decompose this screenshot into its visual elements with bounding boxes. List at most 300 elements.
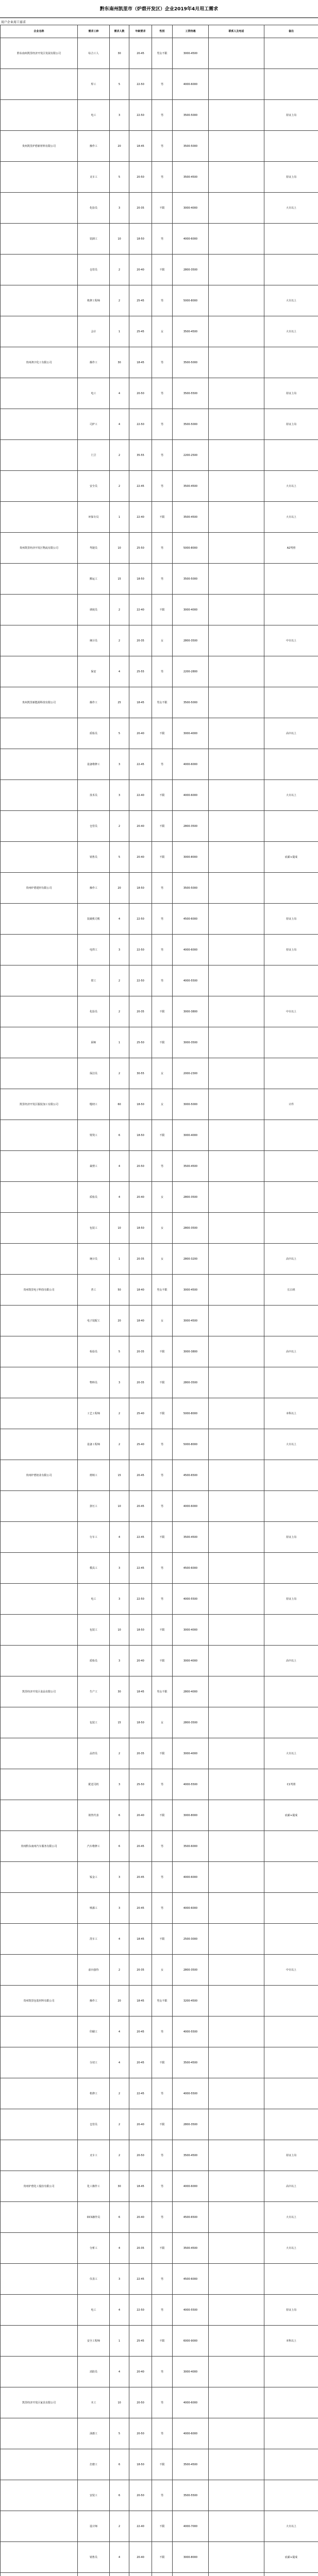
table-row	[1, 2047, 318, 2078]
table-cell: 高中以上	[264, 1244, 318, 1275]
table-cell	[264, 595, 318, 625]
table-cell: 男	[152, 1151, 173, 1182]
table-cell: 裁剪工	[78, 1151, 110, 1182]
table-cell: 3000-4500	[173, 1275, 209, 1306]
table-cell: 女	[152, 1089, 173, 1120]
table-row	[1, 1831, 318, 1862]
table-cell: 安全工程师	[78, 2326, 110, 2357]
table-cell	[264, 2078, 318, 2109]
table-cell: 25-55	[129, 656, 152, 687]
table-cell: 6000-9000	[173, 2326, 209, 2357]
company-cell	[1, 904, 78, 935]
table-row	[1, 2233, 318, 2264]
table-cell: 男	[152, 2357, 173, 2387]
table-cell: 持证上岗	[264, 2140, 318, 2171]
table-cell	[209, 1584, 264, 1615]
table-cell: 3	[110, 1367, 129, 1398]
table-cell	[209, 1182, 264, 1213]
table-cell: 焊工	[78, 69, 110, 100]
table-row	[1, 965, 318, 996]
table-cell	[209, 718, 264, 749]
company-cell	[1, 749, 78, 780]
table-cell: 3000-4500	[173, 1306, 209, 1336]
table-row	[1, 2542, 318, 2573]
table-cell	[209, 1089, 264, 1120]
table-cell: 不限	[152, 2109, 173, 2140]
table-cell: 4000-5500	[173, 965, 209, 996]
table-row	[1, 1615, 318, 1646]
table-row	[1, 564, 318, 595]
table-cell: 统计员	[78, 625, 110, 656]
table-cell: 男	[152, 2016, 173, 2047]
table-cell: 2800-3500	[173, 1367, 209, 1398]
table-cell: 不限	[152, 1027, 173, 1058]
table-cell	[209, 1893, 264, 1924]
table-cell: 20-45	[129, 1893, 152, 1924]
table-cell: 25-45	[129, 285, 152, 316]
table-cell: 4	[110, 904, 129, 935]
table-cell: 3500-4500	[173, 502, 209, 533]
table-cell: 20-40	[129, 1646, 152, 1676]
company-cell	[1, 1151, 78, 1182]
table-cell	[264, 1862, 318, 1893]
table-cell: 5000-8000	[173, 285, 209, 316]
table-cell	[209, 1707, 264, 1738]
table-row	[1, 2387, 318, 2418]
company-cell	[1, 1182, 78, 1213]
table-cell: 女	[152, 316, 173, 347]
table-cell: 男	[152, 2202, 173, 2233]
table-row	[1, 162, 318, 193]
table-cell: 钣金工	[78, 1862, 110, 1893]
table-cell: 不限	[152, 2542, 173, 2573]
table-cell: 分析工	[78, 2233, 110, 2264]
table-cell	[209, 1676, 264, 1707]
company-cell	[1, 1646, 78, 1676]
table-cell: 1	[110, 1027, 129, 1058]
table-cell: 男	[152, 1460, 173, 1491]
table-cell: 包装工	[78, 1213, 110, 1244]
table-row	[1, 1336, 318, 1367]
table-cell: 30	[110, 347, 129, 378]
table-cell: 不限	[152, 1522, 173, 1553]
table-cell	[209, 69, 264, 100]
table-cell: 持证上岗	[264, 378, 318, 409]
table-cell: 操作工	[78, 131, 110, 162]
table-cell: 20-35	[129, 1244, 152, 1275]
company-cell: 贵州鸿宇化工有限公司	[1, 347, 78, 378]
table-cell: 22-40	[129, 780, 152, 811]
company-cell	[1, 2016, 78, 2047]
table-row	[1, 1398, 318, 1429]
table-cell: 2	[110, 440, 129, 471]
table-cell: 2800-4000	[173, 1676, 209, 1707]
table-row	[1, 904, 318, 935]
table-cell: 男	[152, 2387, 173, 2418]
table-cell: 本科以上	[264, 1398, 318, 1429]
table-cell: 大专以上	[264, 316, 318, 347]
company-cell: 贵州凯里炉碧新材料有限公司	[1, 131, 78, 162]
table-cell: 4	[110, 2047, 129, 2078]
table-cell: 钳工	[78, 965, 110, 996]
table-cell: 男	[152, 2418, 173, 2449]
table-cell: 2200-2800	[173, 656, 209, 687]
table-cell	[209, 1924, 264, 1955]
table-cell: 3500-4500	[173, 2449, 209, 2480]
table-row	[1, 687, 318, 718]
company-cell	[1, 2140, 78, 2171]
table-cell: 高中以上	[264, 1646, 318, 1676]
table-cell: 2	[110, 1738, 129, 1769]
table-row	[1, 1522, 318, 1553]
table-cell	[264, 1707, 318, 1738]
table-cell: 不限	[152, 2326, 173, 2357]
table-cell: 技术员	[78, 780, 110, 811]
table-cell	[264, 1831, 318, 1862]
table-cell: 操作工	[78, 1986, 110, 2016]
table-cell: 4000-6000	[173, 69, 209, 100]
table-cell: 操作工	[78, 347, 110, 378]
company-cell	[1, 440, 78, 471]
table-header-row	[1, 25, 318, 38]
table-cell: 3000-3500	[173, 1027, 209, 1058]
table-cell	[264, 2418, 318, 2449]
table-row	[1, 1275, 318, 1306]
company-cell	[1, 1707, 78, 1738]
table-row	[1, 471, 318, 502]
table-row	[1, 1800, 318, 1831]
table-cell	[209, 625, 264, 656]
table-cell: 20-35	[129, 1738, 152, 1769]
table-cell: 3500-5500	[173, 378, 209, 409]
table-cell: 5	[110, 69, 129, 100]
table-cell	[209, 2295, 264, 2326]
table-cell: 2	[110, 2140, 129, 2171]
table-cell	[209, 255, 264, 285]
table-cell	[209, 2140, 264, 2171]
table-cell	[264, 2387, 318, 2418]
table-cell: 18-50	[129, 873, 152, 904]
table-cell: 3	[110, 100, 129, 131]
table-cell: 15	[110, 1707, 129, 1738]
table-cell: 洗车工	[78, 1924, 110, 1955]
table-cell	[264, 131, 318, 162]
table-cell: 印刷工	[78, 2016, 110, 2047]
table-cell: 电工	[78, 1584, 110, 1615]
table-cell: 男	[152, 69, 173, 100]
table-cell: 男	[152, 2171, 173, 2202]
table-cell: 4000-5500	[173, 2016, 209, 2047]
table-cell	[264, 2449, 318, 2480]
table-cell: 35-55	[129, 440, 152, 471]
company-cell	[1, 471, 78, 502]
table-row	[1, 1244, 318, 1275]
table-row	[1, 2326, 318, 2357]
table-cell: 持证上岗	[264, 904, 318, 935]
table-cell: 30	[110, 2171, 129, 2202]
table-cell: 底薪+提成	[264, 842, 318, 873]
table-cell: 3	[110, 780, 129, 811]
table-cell: 4	[110, 1924, 129, 1955]
table-cell: 2200-2500	[173, 440, 209, 471]
table-cell: 20-35	[129, 2233, 152, 2264]
table-cell: 22-50	[129, 100, 152, 131]
table-cell: 会计	[78, 316, 110, 347]
table-cell: 4500-6500	[173, 1460, 209, 1491]
company-cell: 贵州炉碧化工股份有限公司	[1, 2171, 78, 2202]
table-cell	[264, 69, 318, 100]
table-cell: 6	[110, 1120, 129, 1151]
table-row	[1, 69, 318, 100]
table-cell: 质检员	[78, 1182, 110, 1213]
table-cell	[209, 2047, 264, 2078]
table-cell: 电工	[78, 378, 110, 409]
table-cell: 25-45	[129, 316, 152, 347]
table-row	[1, 996, 318, 1027]
table-cell	[264, 1615, 318, 1646]
table-cell: 男	[152, 1553, 173, 1584]
table-cell: 2500-3000	[173, 1924, 209, 1955]
table-cell	[209, 1800, 264, 1831]
table-cell: 4	[110, 2016, 129, 2047]
table-cell: 10	[110, 1213, 129, 1244]
table-cell: 4500-6500	[173, 2202, 209, 2233]
table-cell: 操作工	[78, 873, 110, 904]
table-cell: 不限	[152, 255, 173, 285]
table-cell: 5	[110, 2418, 129, 2449]
table-cell: 男	[152, 347, 173, 378]
company-cell: 贵州凯里新能源科技有限公司	[1, 687, 78, 718]
header-cell: 备注	[264, 25, 318, 38]
table-cell: 中专以上	[264, 996, 318, 1027]
table-cell: 4	[110, 1522, 129, 1553]
table-row	[1, 718, 318, 749]
table-cell: 长白班	[264, 1275, 318, 1306]
table-cell	[209, 1460, 264, 1491]
table-cell: 18-45	[129, 1986, 152, 2016]
table-row	[1, 1986, 318, 2016]
table-cell	[264, 1182, 318, 1213]
header-cell: 需求工种	[78, 25, 110, 38]
table-row	[1, 502, 318, 533]
table-cell: 4000-7000	[173, 2511, 209, 2542]
company-cell: 贵州黔东南州汽车服务有限公司	[1, 1831, 78, 1862]
company-cell	[1, 656, 78, 687]
table-cell: 22-40	[129, 595, 152, 625]
table-cell: 2800-3500	[173, 255, 209, 285]
table-cell	[209, 2264, 264, 2295]
table-cell: 男	[152, 131, 173, 162]
company-cell	[1, 2511, 78, 2542]
table-cell	[209, 1491, 264, 1522]
table-cell: 2800-3500	[173, 1707, 209, 1738]
table-cell: 生产工	[78, 1676, 110, 1707]
company-cell: 凯里经济开发区家具有限公司	[1, 2387, 78, 2418]
table-row	[1, 1213, 318, 1244]
table-row	[1, 347, 318, 378]
table-cell: 综合工人	[78, 38, 110, 69]
table-cell	[209, 1615, 264, 1646]
table-row	[1, 811, 318, 842]
table-cell	[209, 996, 264, 1027]
table-cell: 厨师	[78, 1027, 110, 1058]
table-cell: 22-45	[129, 2078, 152, 2109]
table-cell: 大专以上	[264, 1429, 318, 1460]
table-cell	[209, 100, 264, 131]
table-cell: 男女不限	[152, 1275, 173, 1306]
table-cell	[264, 2357, 318, 2387]
table-cell: 男	[152, 2078, 173, 2109]
company-cell	[1, 100, 78, 131]
company-cell	[1, 1367, 78, 1398]
table-cell: 男	[152, 224, 173, 255]
table-cell: 中专以上	[264, 1955, 318, 1986]
table-cell	[209, 1429, 264, 1460]
table-cell	[264, 1120, 318, 1151]
table-cell: 模具工	[78, 1553, 110, 1584]
table-cell: 底薪+提成	[264, 2542, 318, 2573]
table-cell: 20-40	[129, 842, 152, 873]
company-cell	[1, 193, 78, 224]
table-cell: 男	[152, 2140, 173, 2171]
table-cell: 2800-3500	[173, 1182, 209, 1213]
table-cell	[264, 1986, 318, 2016]
company-cell	[1, 2326, 78, 2357]
table-cell: 化工操作工	[78, 2171, 110, 2202]
table-cell: 喷漆工	[78, 1893, 110, 1924]
table-cell	[264, 1553, 318, 1584]
table-cell	[209, 2480, 264, 2511]
table-cell: 3500-6000	[173, 1831, 209, 1862]
table-cell	[264, 1151, 318, 1182]
table-cell: 不限	[152, 1336, 173, 1367]
company-cell	[1, 1522, 78, 1553]
table-cell: 2	[110, 2109, 129, 2140]
table-cell: 2	[110, 255, 129, 285]
company-cell	[1, 780, 78, 811]
table-cell: 4000-6000	[173, 1862, 209, 1893]
table-cell	[264, 1893, 318, 1924]
table-cell: 底薪+提成	[264, 1800, 318, 1831]
table-cell: 操作工	[78, 687, 110, 718]
table-cell	[209, 564, 264, 595]
table-cell	[209, 873, 264, 904]
table-cell: 4	[110, 2542, 129, 2573]
company-cell	[1, 2078, 78, 2109]
table-row	[1, 2016, 318, 2047]
table-cell: 3000-8000	[173, 2542, 209, 2573]
table-cell: 女	[152, 625, 173, 656]
table-cell: 10	[110, 2387, 129, 2418]
table-cell: 男	[152, 2264, 173, 2295]
table-cell: 4000-6000	[173, 780, 209, 811]
company-cell	[1, 2449, 78, 2480]
table-cell: 男	[152, 1429, 173, 1460]
table-cell: 4	[110, 1182, 129, 1213]
table-cell: 电工	[78, 100, 110, 131]
table-cell: 持证上岗	[264, 1522, 318, 1553]
company-cell	[1, 1615, 78, 1646]
table-cell: C1驾照	[264, 1769, 318, 1800]
table-cell	[209, 1986, 264, 2016]
table-cell	[209, 1213, 264, 1244]
page-title: 黔东南州凯里市（炉碧开发区）企业2019年4月用工需求	[99, 7, 219, 12]
table-cell: 20-45	[129, 1491, 152, 1522]
table-cell	[264, 656, 318, 687]
table-cell	[209, 347, 264, 378]
table-cell	[264, 1213, 318, 1244]
table-cell: 3000-3800	[173, 996, 209, 1027]
header-cell: 需求人数	[110, 25, 129, 38]
company-cell: 黔东南州凯里经济开发区发展有限公司	[1, 38, 78, 69]
company-cell	[1, 1893, 78, 1924]
company-cell	[1, 2295, 78, 2326]
table-cell: 工艺工程师	[78, 1398, 110, 1429]
table-cell: 3500-5000	[173, 131, 209, 162]
table-cell	[209, 904, 264, 935]
table-row	[1, 1707, 318, 1738]
company-cell: 贵州凯里经济开发区物流有限公司	[1, 533, 78, 564]
table-cell: 男	[152, 1769, 173, 1800]
table-cell: 3500-5000	[173, 100, 209, 131]
table-cell: 大专以上	[264, 471, 318, 502]
table-cell: 男	[152, 471, 173, 502]
table-cell: 20-45	[129, 2047, 152, 2078]
table-cell	[264, 811, 318, 842]
table-row	[1, 440, 318, 471]
table-cell: 男	[152, 2480, 173, 2511]
table-cell: 10	[110, 533, 129, 564]
table-cell: 男	[152, 749, 173, 780]
table-row	[1, 533, 318, 564]
table-cell: 3	[110, 749, 129, 780]
table-cell: 20-50	[129, 2387, 152, 2418]
table-cell	[264, 1058, 318, 1089]
table-cell	[209, 38, 264, 69]
table-cell	[209, 162, 264, 193]
table-cell: 2	[110, 1429, 129, 1460]
company-cell	[1, 1553, 78, 1584]
table-cell: 20-40	[129, 2542, 152, 2573]
table-cell: 男	[152, 1893, 173, 1924]
table-row	[1, 1429, 318, 1460]
table-cell: 3500-4500	[173, 316, 209, 347]
table-cell: 不限	[152, 1924, 173, 1955]
table-cell	[209, 1244, 264, 1275]
table-cell: 10	[110, 1615, 129, 1646]
table-cell	[209, 1058, 264, 1089]
table-cell: 不限	[152, 2511, 173, 2542]
table-cell: 前台接待	[78, 1955, 110, 1986]
table-cell	[209, 1027, 264, 1058]
table-cell: 6	[110, 1831, 129, 1862]
table-cell: 2800-3200	[173, 1244, 209, 1275]
table-cell	[209, 2078, 264, 2109]
table-cell	[264, 255, 318, 285]
table-cell: 22-45	[129, 2264, 152, 2295]
table-cell	[129, 2573, 152, 2576]
table-cell: 5	[110, 1336, 129, 1367]
table-cell	[264, 347, 318, 378]
table-row	[1, 38, 318, 69]
job-demand-table	[0, 25, 318, 2576]
table-cell: 3000-5000	[173, 1089, 209, 1120]
table-cell	[264, 2264, 318, 2295]
table-cell: 3000-8000	[173, 1800, 209, 1831]
table-row	[1, 2295, 318, 2326]
table-cell: 不限	[152, 193, 173, 224]
table-cell: 60	[110, 1089, 129, 1120]
